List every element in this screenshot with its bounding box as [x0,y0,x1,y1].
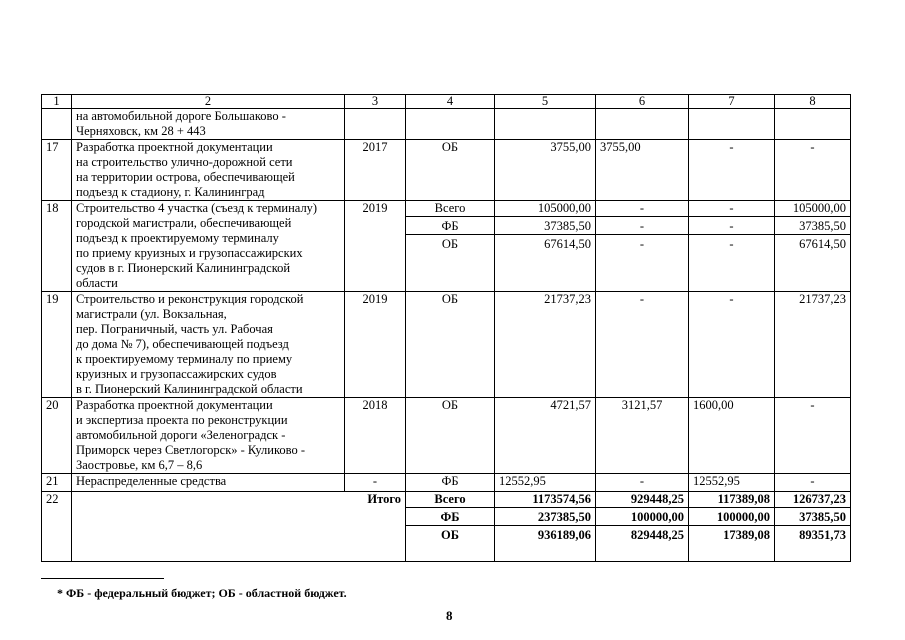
footnote-divider [41,578,164,579]
row-description: Разработка проектной документации на строительство улично-дорожной сети на территории острова, обеспечивающей подъезд к стадиону, г. Калининград [72,140,345,201]
funding-source: Всего [434,492,466,506]
header-cell: 5 [495,95,596,109]
table-row [42,398,851,474]
row-number: 18 [42,201,72,292]
row-number: 19 [42,292,72,398]
funding-source-stack [406,201,495,292]
table-row [42,109,851,140]
row-year: 2019 [345,292,406,398]
header-cell: 2 [72,95,345,109]
value-cell: - [596,474,689,492]
value-cell: 929448,25 [630,492,684,506]
value-cell: 12552,95 [689,474,775,492]
value-cell: 3755,00 [495,140,596,201]
row-number: 22 [42,492,72,562]
value-stack [596,492,689,562]
value-cell: - [596,234,688,252]
value-cell: - [596,292,689,398]
value-cell: 21737,23 [495,292,596,398]
header-cell: 8 [775,95,851,109]
table-row [42,201,851,292]
header-cell: 7 [689,95,775,109]
value-cell: 37385,50 [495,216,595,234]
value-stack [495,201,596,292]
row-number: 17 [42,140,72,201]
value-stack [775,492,851,562]
row-year: 2017 [345,140,406,201]
row-description: Разработка проектной документации и экспертиза проекта по реконструкции автомобильной дороги «Зеленоградск - Приморск через Светлогорск» - Куликово - Заостровье, км 6,7 – 8,6 [72,398,345,474]
value-cell: 105000,00 [537,201,591,215]
funding-source-stack [406,492,495,562]
budget-table [41,94,851,562]
value-cell: - [775,398,851,474]
value-cell: 3121,57 [596,398,689,474]
value-cell: 4721,57 [495,398,596,474]
value-cell: 126737,23 [792,492,846,506]
value-stack [689,492,775,562]
row-description: Строительство и реконструкция городской магистрали (ул. Вокзальная, пер. Пограничный, часть ул. Рабочая до дома № 7), обеспечивающей подъезд к проектируемому терминалу по приему круизных и грузопассажирских судов в г. Пионерский Калининградской области [72,292,345,398]
table-row [42,140,851,201]
funding-source: ФБ [406,216,494,234]
funding-source: ОБ [406,292,495,398]
row-number: 21 [42,474,72,492]
row-description: Нераспределенные средства [72,474,345,492]
value-cell: - [689,140,775,201]
row-year: 2018 [345,398,406,474]
value-cell: 67614,50 [495,234,595,252]
header-cell: 6 [596,95,689,109]
header-cell: 3 [345,95,406,109]
value-cell: 37385,50 [775,216,850,234]
row-year: - [345,474,406,492]
funding-source: ОБ [406,525,494,543]
value-stack [689,201,775,292]
value-cell: 1600,00 [689,398,775,474]
table-row [42,492,851,562]
value-cell: 3755,00 [596,140,689,201]
page-number: 8 [446,608,453,623]
value-cell: 21737,23 [775,292,851,398]
value-cell: 936189,06 [495,525,595,543]
funding-source: ОБ [406,398,495,474]
funding-source: ОБ [406,140,495,201]
funding-source: Всего [434,201,466,215]
value-cell: 1173574,56 [532,492,591,506]
table-row [42,292,851,398]
value-cell: 829448,25 [596,525,688,543]
value-cell: - [689,292,775,398]
value-cell: - [775,140,851,201]
value-cell: 12552,95 [495,474,596,492]
funding-source: ФБ [406,474,495,492]
value-cell: 237385,50 [495,507,595,525]
value-cell: 37385,50 [775,507,850,525]
value-cell: 67614,50 [775,234,850,252]
footnote: * ФБ - федеральный бюджет; ОБ - областной бюджет. [57,586,347,600]
row-year: 2019 [345,201,406,292]
row-number: 20 [42,398,72,474]
value-stack [775,201,851,292]
header-cell: 1 [42,95,72,109]
value-cell: - [596,216,688,234]
table-row [42,474,851,492]
funding-source: ОБ [406,234,494,252]
row-description: Строительство 4 участка (съезд к терминалу) городской магистрали, обеспечивающей подъезд к проектируемому терминалу по приему круизных и грузопассажирских судов в г. Пионерский Калининградской области [72,201,345,292]
value-stack [596,201,689,292]
funding-source: ФБ [406,507,494,525]
value-cell: 100000,00 [596,507,688,525]
value-cell: - [639,201,645,215]
header-row [42,95,851,109]
value-cell: 100000,00 [689,507,774,525]
value-cell: 17389,08 [689,525,774,543]
value-stack [495,492,596,562]
row-description: на автомобильной дороге Большаково - Черняховск, км 28 + 443 [72,109,345,140]
value-cell: 117389,08 [717,492,770,506]
value-cell: - [689,234,774,252]
value-cell: 105000,00 [792,201,846,215]
header-cell: 4 [406,95,495,109]
value-cell: 89351,73 [775,525,850,543]
value-cell: - [689,216,774,234]
total-label: Итого [72,492,406,562]
value-cell: - [775,474,851,492]
value-cell: - [729,201,734,215]
